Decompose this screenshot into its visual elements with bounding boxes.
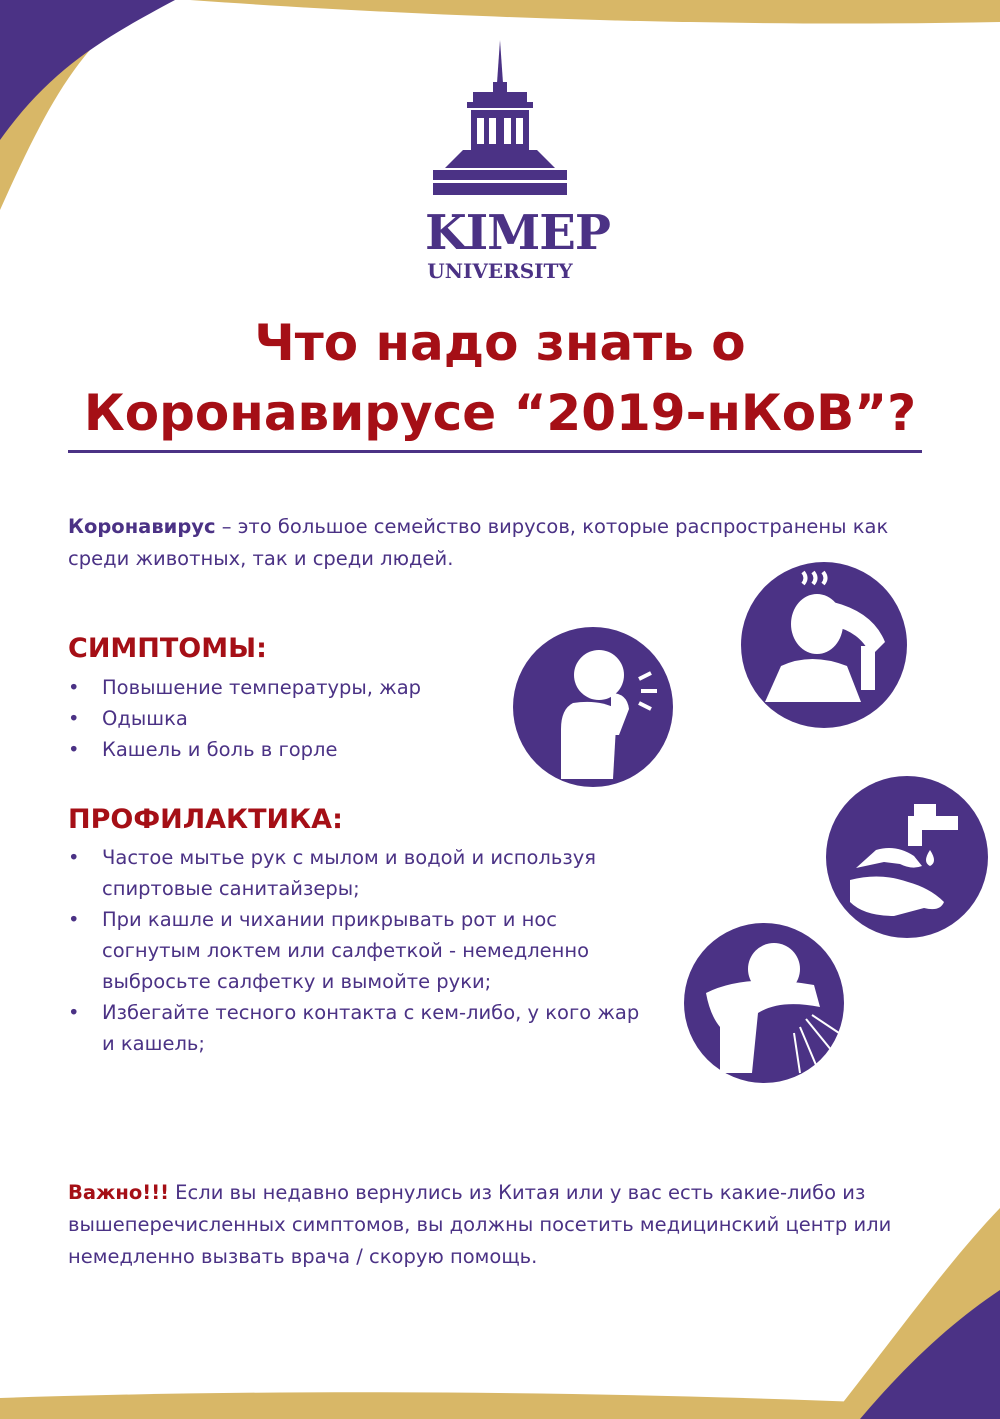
prevention-text: При кашле и чихании прикрывать рот и нос согнутым локтем или салфеткой - немедленно выбросьте салфетку и вымойте руки;: [102, 908, 590, 993]
tower-emblem: [425, 38, 575, 208]
logo-subtitle: UNIVERSITY: [427, 259, 573, 283]
title-line-2: Коронавирусе “2019-нКоВ”?: [83, 384, 917, 442]
prevention-heading: ПРОФИЛАКТИКА:: [68, 804, 343, 835]
list-item: [68, 734, 508, 765]
title-divider: [68, 450, 922, 453]
bottom-gold-band: [0, 1392, 860, 1419]
important-note: [68, 1177, 948, 1273]
list-item: [68, 672, 508, 703]
symptom-text: Кашель и боль в горле: [102, 738, 338, 761]
cough-icon: [513, 627, 673, 787]
logo-wordmark: KIMEP: [425, 205, 610, 261]
bullet: •: [68, 1001, 80, 1024]
prevention-text: Избегайте тесного контакта с кем-либо, у кого жар и кашель;: [102, 1001, 640, 1055]
bullet: •: [68, 707, 80, 730]
top-right-gold-swoosh: [190, 0, 1000, 23]
list-item: [68, 997, 658, 1059]
intro-text: – это большое семейство вирусов, которые распространены как среди животных, так и среди людей.: [68, 515, 889, 570]
handwash-icon: [826, 776, 988, 938]
sneeze-elbow-icon: [684, 923, 844, 1083]
bullet: •: [68, 846, 80, 869]
important-label: Важно!!!: [68, 1181, 169, 1204]
important-text: Если вы недавно вернулись из Китая или у вас есть какие-либо из вышеперечисленных симптомов, вы должны посетить медицинский центр или немедленно вызвать врача / скорую помощь.: [68, 1181, 892, 1268]
list-item: [68, 703, 508, 734]
kimep-logo: [425, 38, 610, 283]
symptoms-list: [68, 672, 508, 765]
prevention-text: Частое мытье рук с мылом и водой и используя спиртовые санитайзеры;: [102, 846, 597, 900]
bullet: •: [68, 738, 80, 761]
bullet: •: [68, 676, 80, 699]
symptoms-heading: СИМПТОМЫ:: [68, 633, 267, 664]
title-line-1: Что надо знать о: [254, 314, 746, 372]
symptom-text: Одышка: [102, 707, 188, 730]
bullet: •: [68, 908, 80, 931]
prevention-list: [68, 842, 658, 1059]
list-item: [68, 904, 658, 997]
intro-term: Коронавирус: [68, 515, 216, 538]
symptom-text: Повышение температуры, жар: [102, 676, 422, 699]
fever-icon: [741, 562, 907, 728]
page-title: [40, 308, 960, 448]
list-item: [68, 842, 658, 904]
